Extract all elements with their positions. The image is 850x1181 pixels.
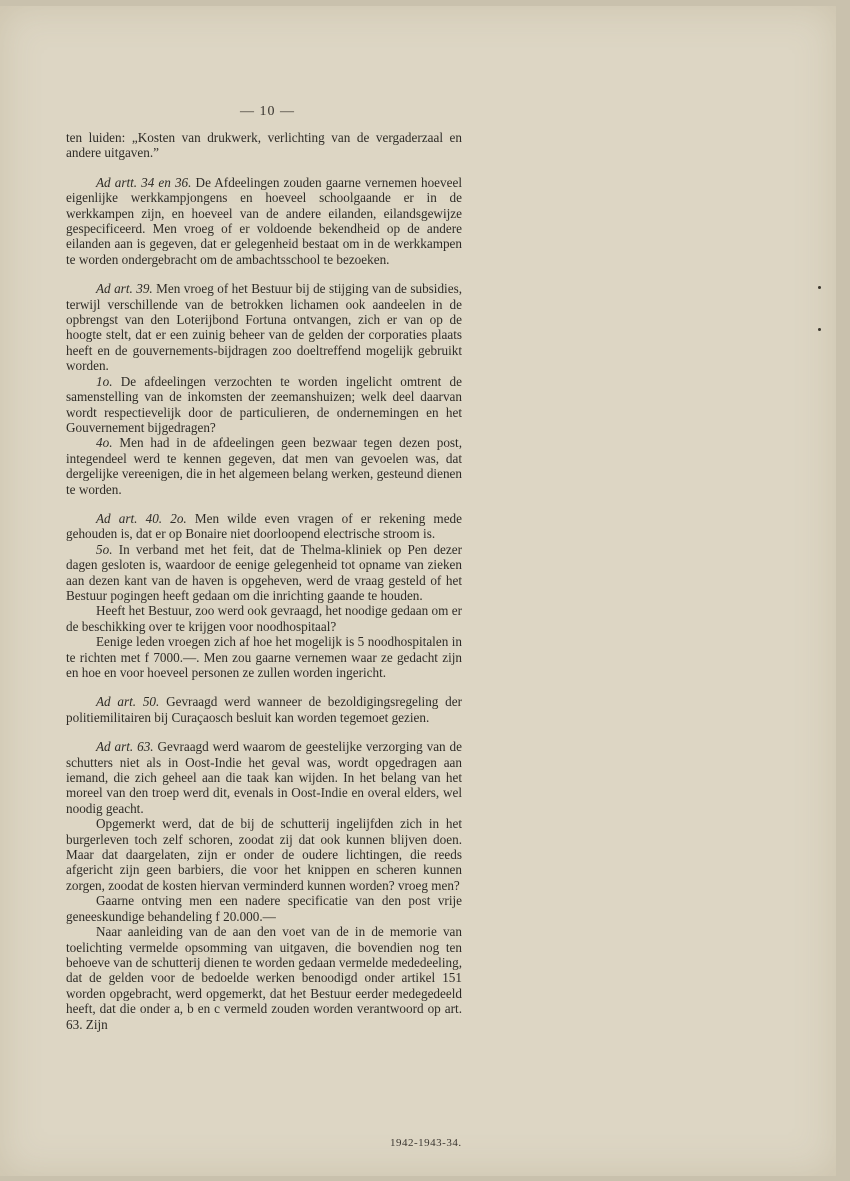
page-number: — 10 — <box>240 104 295 119</box>
binding-hole-mark <box>818 286 821 289</box>
body-text <box>66 130 462 1032</box>
article-reference: Ad art. 50. <box>96 694 160 710</box>
paragraph-noodhospitaal <box>66 603 462 634</box>
paragraph-text: Gevraagd werd wanneer de bezoldigingsregeling der politiemilitairen bij Curaçaosch besluit kan worden tegemoet gezien. <box>66 694 462 725</box>
page-footer: 1942-1943-34. <box>390 1137 462 1149</box>
paragraph-art-34-36 <box>66 175 462 267</box>
paragraph-text: ten luiden: „Kosten van drukwerk, verlichting van de vergaderzaal en andere uitgaven.” <box>66 130 462 161</box>
item-number: 4o. <box>96 435 113 451</box>
paragraph-text: Gevraagd werd waarom de geestelijke verzorging van de schutters niet als in Oost-Indie het geval was, wordt opgedragen aan iemand, die zich geheel aan die taak kan wijden. In het belang van het moreel van den troep werd dit, evenals in Oost-Indie en overal elders, wel noodig geacht. <box>66 739 462 816</box>
article-reference: Ad art. 40. 2o. <box>96 510 187 526</box>
article-reference: Ad art. 39. <box>96 281 153 297</box>
article-reference: Ad art. 63. <box>96 739 154 755</box>
item-number: 1o. <box>96 373 113 389</box>
paragraph-text: In verband met het feit, dat de Thelma-kliniek op Pen dezer dagen gesloten is, waardoor de eenige gelegenheid tot opname van zieken aan dezen kant van de haven is opgeheven, werd de vraag gesteld of het Bestuur pogingen heeft gedaan om die inrichting gaande te houden. <box>66 541 463 603</box>
document-page <box>0 6 836 1176</box>
paragraph-text: Opgemerkt werd, dat de bij de schutterij ingelijfden zich in het burgerleven toch zelf schoren, zoodat zij dat ook kunnen blijven doen. Maar dat daargelaten, zijn er onder de oudere lichtingen, die reeds afgericht zijn geen barbiers, die voor het knippen en scheren kunnen zorgen, zoodat de kosten hiervan verminderd kunnen worden? vroeg men? <box>66 816 462 893</box>
binding-hole-mark <box>818 328 821 331</box>
paragraph-text: Naar aanleiding van de aan den voet van de in de memorie van toelichting vermelde opsomming van uitgaven, die bovendien nog ten behoeve van de schutterij dienen te worden gedaan vermelde mededeeling, dat de gelden voor de bedoelde werken benoodigd onder artikel 151 worden opgebracht, werd opgemerkt, dat het Bestuur eerder medegedeeld heeft, dat die onder a, b en c vermeld zouden worden verantwoord op art. 63. Zijn <box>66 924 462 1032</box>
paragraph-text: Heeft het Bestuur, zoo werd ook gevraagd, het noodige gedaan om er de beschikking over te krijgen voor noodhospitaal? <box>66 603 462 634</box>
paragraph-art-40-2o <box>66 511 462 542</box>
article-reference: Ad artt. 34 en 36. <box>96 174 192 190</box>
paragraph-art-39-1o <box>66 374 462 436</box>
paragraph-art-39 <box>66 281 462 373</box>
paragraph-text: Men wilde even vragen of er rekening mede gehouden is, dat er op Bonaire niet doorloopend electrische stroom is. <box>66 510 462 542</box>
paragraph-art-40-5o <box>66 542 462 604</box>
paragraph-geneeskundige <box>66 893 462 924</box>
paragraph-continuation <box>66 130 462 161</box>
paragraph-art-63 <box>66 739 462 816</box>
paragraph-memorie <box>66 924 462 1032</box>
paragraph-text: Men had in de afdeelingen geen bezwaar tegen dezen post, integendeel werd te kennen gegeven, dat men van gevoelen was, dat dergelijke vereenigen, die in het algemeen belang werken, gesteund dienen te worden. <box>66 435 463 497</box>
paragraph-art-39-4o <box>66 435 462 497</box>
paragraph-barbiers <box>66 816 462 893</box>
paragraph-text: Eenige leden vroegen zich af hoe het mogelijk is 5 noodhospitalen in te richten met f 7000.—. Men zou gaarne vernemen waar ze gedacht zijn en hoe en voor hoeveel personen ze zullen worden ingericht. <box>66 634 462 680</box>
paragraph-noodhospitalen <box>66 634 462 680</box>
paragraph-text: De Afdeelingen zouden gaarne vernemen hoeveel eigenlijke werkkampjongens en hoeveel schoolgaande er in de werkkampen zijn, en hoeveel van de andere eilanden, eilandsgewijze gespecificeerd. Men vroeg of er voldoende bekendheid op de andere eilanden aan is gegeven, dat er gelegenheid bestaat om in de werkkampen te worden ondergebracht om de ambachtsschool te bezoeken. <box>66 174 463 267</box>
item-number: 5o. <box>96 541 113 557</box>
paragraph-text: Men vroeg of het Bestuur bij de stijging van de subsidies, terwijl verschillende van de betrokken lichamen ook aandeelen in de opbrengst van den Loterijbond Fortuna ontvangen, zich er van op de hoogte stelt, dat er een zuinig beheer van de gelden der corporaties plaats heeft en de gouvernements-bijdragen zoo doeltreffend mogelijk gebruikt worden. <box>66 281 463 374</box>
paragraph-text: Gaarne ontving men een nadere specificatie van den post vrije geneeskundige behandeling f 20.000.— <box>66 893 462 924</box>
paragraph-text: De afdeelingen verzochten te worden ingelicht omtrent de samenstelling van de inkomsten der zeemanshuizen; welk deel daarvan wordt respectievelijk door de particulieren, de ondernemingen en het Gouvernement bijgedragen? <box>66 373 462 435</box>
paragraph-art-50 <box>66 694 462 725</box>
